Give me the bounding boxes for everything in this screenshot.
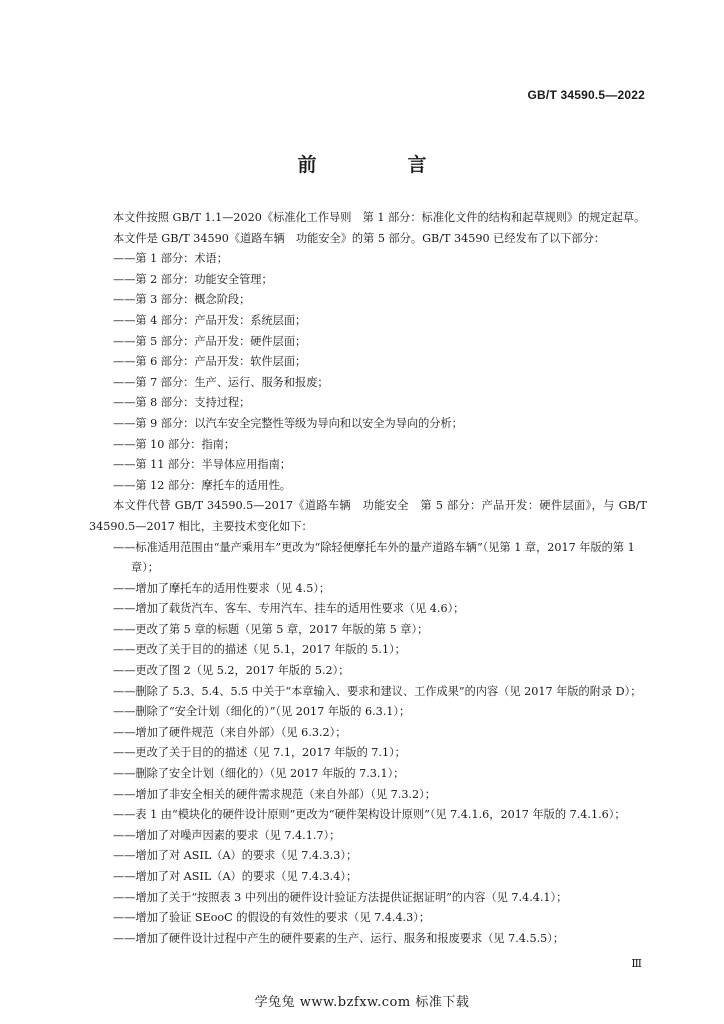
changes-list bbox=[89, 538, 647, 950]
list-item: ——增加了摩托车的适用性要求（见 4.5）； bbox=[113, 581, 331, 595]
list-item: ——标准适用范围由“量产乘用车”更改为“除轻便摩托车外的量产道路车辆”（见第 1 章，2017 年版的第 1 章）； bbox=[113, 540, 635, 575]
series-intro-paragraph: 本文件是 GB/T 34590《道路车辆 功能安全》的第 5 部分。GB/T 34590 已经发布了以下部分： bbox=[113, 231, 606, 245]
list-item: ——第 12 部分：摩托车的适用性。 bbox=[113, 478, 291, 492]
list-item: ——第 11 部分：半导体应用指南； bbox=[113, 458, 291, 472]
drafting-rule-paragraph: 本文件按照 GB/T 1.1—2020《标准化工作导则 第 1 部分：标准化文件的结构和起草规则》的规定起草。 bbox=[113, 211, 646, 224]
parts-list bbox=[89, 249, 647, 496]
list-item: ——第 2 部分：功能安全管理； bbox=[113, 272, 273, 286]
list-item: ——第 4 部分：产品开发：系统层面； bbox=[113, 313, 307, 327]
document-body bbox=[89, 208, 647, 949]
list-item: ——更改了关于目的的描述（见 5.1，2017 年版的 5.1）； bbox=[113, 643, 406, 657]
list-item: ——删除了安全计划（细化的）（见 2017 年版的 7.3.1）； bbox=[113, 767, 405, 781]
page-title: 前 言 bbox=[297, 154, 463, 176]
list-item: ——更改了图 2（见 5.2，2017 年版的 5.2）； bbox=[113, 664, 350, 678]
page-number: Ⅲ bbox=[631, 957, 642, 970]
list-item: ——增加了关于“按照表 3 中列出的硬件设计验证方法提供证据证明”的内容（见 7.4.4.1）； bbox=[113, 890, 568, 904]
standard-number: GB/T 34590.5—2022 bbox=[527, 88, 645, 102]
list-item: ——增加了对 ASIL（A）的要求（见 7.4.3.4）； bbox=[113, 870, 358, 883]
list-item: ——表 1 由“模块化的硬件设计原则”更改为“硬件架构设计原则”（见 7.4.1.6，2017 年版的 7.4.1.6）； bbox=[113, 808, 626, 822]
list-item: ——第 6 部分：产品开发：软件层面； bbox=[113, 355, 307, 369]
list-item: ——第 3 部分：概念阶段； bbox=[113, 293, 251, 307]
list-item: ——更改了第 5 章的标题（见第 5 章，2017 年版的第 5 章）； bbox=[113, 622, 429, 636]
list-item: ——增加了验证 SEooC 的假设的有效性的要求（见 7.4.4.3）； bbox=[113, 911, 431, 925]
list-item: ——第 8 部分：支持过程； bbox=[113, 396, 251, 410]
watermark-footer: 学兔兔 www.bzfxw.com 标准下载 bbox=[254, 995, 470, 1010]
list-item: ——更改了关于目的的描述（见 7.1，2017 年版的 7.1）； bbox=[113, 746, 406, 760]
list-item: ——第 5 部分：产品开发：硬件层面； bbox=[113, 334, 307, 348]
list-item: ——删除了 5.3、5.4、5.5 中关于“本章输入、要求和建议、工作成果”的内容（见 2017 年版的附录 D）； bbox=[113, 684, 642, 698]
list-item: ——第 10 部分：指南； bbox=[113, 437, 236, 451]
list-item: ——增加了非安全相关的硬件需求规范（来自外部）（见 7.3.2）； bbox=[113, 787, 436, 801]
list-item: ——第 9 部分：以汽车安全完整性等级为导向和以安全为导向的分析； bbox=[113, 416, 463, 430]
replacement-paragraph: 本文件代替 GB/T 34590.5—2017《道路车辆 功能安全 第 5 部分：产品开发：硬件层面》，与 GB/T 34590.5—2017 相比，主要技术变化如下： bbox=[89, 499, 647, 533]
list-item: ——删除了“安全计划（细化的）”（见 2017 年版的 6.3.1）； bbox=[113, 705, 411, 719]
list-item: ——增加了载货汽车、客车、专用汽车、挂车的适用性要求（见 4.6）； bbox=[113, 602, 465, 616]
list-item: ——增加了对噪声因素的要求（见 7.4.1.7）； bbox=[113, 828, 341, 842]
list-item: ——增加了硬件规范（来自外部）（见 6.3.2）； bbox=[113, 725, 347, 739]
list-item: ——增加了对 ASIL（A）的要求（见 7.4.3.3）； bbox=[113, 849, 358, 863]
list-item: ——第 7 部分：生产、运行、服务和报废； bbox=[113, 375, 329, 389]
list-item: ——增加了硬件设计过程中产生的硬件要素的生产、运行、服务和报废要求（见 7.4.5.5）； bbox=[113, 931, 565, 945]
list-item: ——第 1 部分：术语； bbox=[113, 252, 228, 266]
